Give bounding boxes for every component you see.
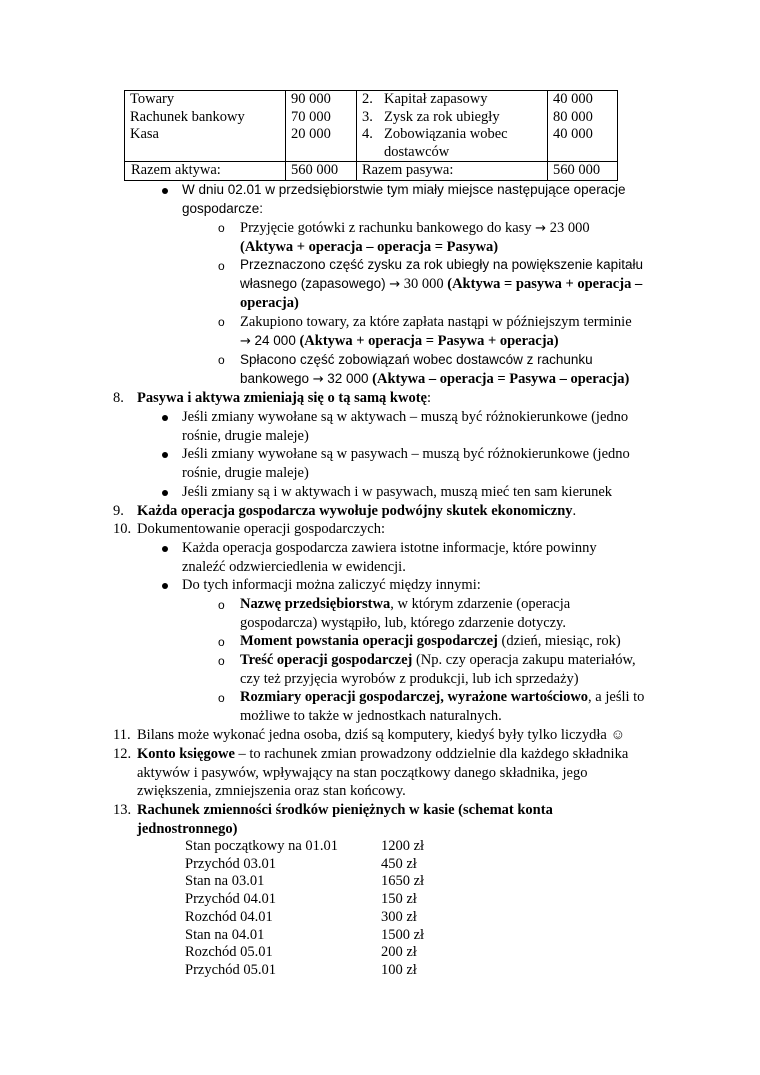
smiley-icon: ☺ <box>610 727 626 743</box>
asset-value: 90 000 <box>291 91 331 107</box>
operation-4: Spłacono część zobowiązań wobec dostawców z rachunku <box>240 352 593 367</box>
ledger-row <box>185 962 424 980</box>
liability-item: 4. Zobowiązania wobec dostawców <box>362 126 508 160</box>
ledger-label: Stan na 04.01 <box>185 926 265 943</box>
circle-bullet-icon: o <box>218 315 225 329</box>
ledger-row <box>185 944 424 962</box>
liability-value: 40 000 <box>553 126 593 142</box>
bullet-icon <box>162 188 168 194</box>
ledger-label: Stan początkowy na 01.01 <box>185 838 339 854</box>
ledger-value: 450 zł <box>381 855 417 872</box>
operation-1: Przyjęcie gotówki z rachunku bankowego do kasy → 23 000 <box>240 220 590 236</box>
info-item-1-cont: gospodarcza) wystąpiło, lub, którego zdarzenie dotyczy. <box>240 615 566 631</box>
section-11: 11. Bilans może wykonać jedna osoba, dziś są komputery, kiedyś były tylko liczydła ☺ <box>113 727 626 743</box>
info-item-3-cont: czy też przyjęcia wyrobów z produkcji, lub ich sprzedaży) <box>240 671 579 687</box>
asset-name: Rachunek bankowy <box>130 108 245 125</box>
liability-item: 3. Zysk za rok ubiegły <box>362 108 500 125</box>
section-13-cont: jednostronnego) <box>137 821 238 837</box>
ledger-row <box>185 891 424 909</box>
table-total-row <box>125 162 618 181</box>
operation-3: Zakupiono towary, za które zapłata nastąpi w późniejszym terminie <box>240 314 632 330</box>
total-liabilities-value: 560 000 <box>548 162 618 181</box>
circle-bullet-icon: o <box>218 598 225 612</box>
bullet-icon <box>162 452 168 458</box>
section-12: 12. Konto księgowe – to rachunek zmian prowadzony oddzielnie dla każdego składnika <box>113 746 629 762</box>
section-8-point-2-cont: rośnie, drugie maleje) <box>182 465 309 481</box>
ledger-value: 1650 zł <box>381 873 425 890</box>
info-item-1: Nazwę przedsiębiorstwa, w którym zdarzenie (operacja <box>240 596 571 612</box>
asset-value: 70 000 <box>291 108 331 125</box>
section-8: 8. Pasywa i aktywa zmieniają się o tą samą kwotę: <box>113 390 432 406</box>
arrow-right-icon: → <box>535 221 547 236</box>
ledger-row <box>185 838 424 856</box>
asset-name: Towary <box>130 91 175 107</box>
circle-bullet-icon: o <box>218 221 225 235</box>
operation-3-line2: → 24 000 (Aktywa + operacja = Pasywa + operacja) <box>240 333 559 349</box>
operations-intro: W dniu 02.01 w przedsiębiorstwie tym miały miejsce następujące operacje <box>182 182 626 197</box>
bullet-icon <box>162 546 168 552</box>
info-item-4: Rozmiary operacji gospodarczej, wyrażone wartościowo, a jeśli to <box>240 689 645 705</box>
ledger-label: Przychód 04.01 <box>185 891 277 908</box>
assets-names-cell <box>125 91 286 162</box>
total-assets-value: 560 000 <box>286 162 357 181</box>
asset-name: Kasa <box>130 126 159 142</box>
ledger-label: Rozchód 05.01 <box>185 944 273 961</box>
operation-1-formula: (Aktywa + operacja – operacja = Pasywa) <box>240 239 499 255</box>
bullet-icon <box>162 583 168 589</box>
liabilities-names-cell <box>357 91 548 162</box>
ledger-value: 150 zł <box>381 891 417 908</box>
ledger-value: 200 zł <box>381 944 417 961</box>
ledger-label: Rozchód 04.01 <box>185 908 273 925</box>
ledger-value: 1200 zł <box>381 838 425 854</box>
liabilities-values-cell <box>548 91 618 162</box>
arrow-right-icon: → <box>312 372 324 387</box>
section-9: 9. Każda operacja gospodarcza wywołuje podwójny skutek ekonomiczny. <box>113 503 577 519</box>
section-10-point-2: Do tych informacji można zaliczyć między innymi: <box>182 577 481 593</box>
ledger-row <box>185 873 424 891</box>
circle-bullet-icon: o <box>218 691 225 705</box>
ledger-value: 100 zł <box>381 961 417 978</box>
section-12-cont: aktywów i pasywów, wpływający na stan początkowy danego składnika, jego <box>137 765 588 781</box>
ledger-label: Przychód 05.01 <box>185 961 277 978</box>
circle-bullet-icon: o <box>218 654 225 668</box>
bullet-icon <box>162 490 168 496</box>
liability-value: 40 000 <box>553 91 593 107</box>
liability-value: 80 000 <box>553 108 593 125</box>
arrow-right-icon: → <box>240 334 251 349</box>
ledger-value: 300 zł <box>381 908 417 925</box>
table-row <box>125 91 618 162</box>
total-liabilities-label: Razem pasywa: <box>357 162 548 181</box>
section-10-point-1-cont: znaleźć odzwierciedlenia w ewidencji. <box>182 559 406 575</box>
circle-bullet-icon: o <box>218 353 225 367</box>
section-10-point-1: Każda operacja gospodarcza zawiera istotne informacje, które powinny <box>182 540 597 556</box>
section-10: 10. Dokumentowanie operacji gospodarczych: <box>113 521 386 537</box>
ledger-row <box>185 927 424 945</box>
asset-value: 20 000 <box>291 126 331 142</box>
section-8-point-2: Jeśli zmiany wywołane są w pasywach – muszą być różnokierunkowe (jedno <box>182 446 630 462</box>
info-item-4-cont: możliwe to także w jednostkach naturalnych. <box>240 708 502 724</box>
cash-ledger <box>185 838 424 980</box>
info-item-2: Moment powstania operacji gospodarczej (dzień, miesiąc, rok) <box>240 633 621 649</box>
balance-table <box>124 90 618 181</box>
assets-values-cell <box>286 91 357 162</box>
section-13: 13. Rachunek zmienności środków pieniężnych w kasie (schemat konta <box>113 802 553 818</box>
liability-item: 2. Kapitał zapasowy <box>362 91 488 107</box>
ledger-label: Przychód 03.01 <box>185 855 277 872</box>
operations-intro-cont: gospodarcze: <box>182 201 264 216</box>
section-8-point-3: Jeśli zmiany są i w aktywach i w pasywach, muszą mieć ten sam kierunek <box>182 484 613 500</box>
total-assets-label: Razem aktywa: <box>125 162 286 181</box>
circle-bullet-icon: o <box>218 259 225 273</box>
ledger-row <box>185 909 424 927</box>
ledger-row <box>185 856 424 874</box>
operation-2-line2: własnego (zapasowego) → 30 000 (Aktywa = pasywa + operacja – <box>240 276 643 292</box>
circle-bullet-icon: o <box>218 635 225 649</box>
info-item-3: Treść operacji gospodarczej (Np. czy operacja zakupu materiałów, <box>240 652 636 668</box>
operation-2: Przeznaczono część zysku za rok ubiegły na powiększenie kapitału <box>240 257 643 272</box>
section-8-point-1: Jeśli zmiany wywołane są w aktywach – muszą być różnokierunkowe (jedno <box>182 409 629 425</box>
section-8-point-1-cont: rośnie, drugie maleje) <box>182 428 309 444</box>
section-12-cont: zwiększenia, zmniejszenia oraz stan końcowy. <box>137 783 406 799</box>
operation-4-line2: bankowego → 32 000 (Aktywa – operacja = Pasywa – operacja) <box>240 371 630 387</box>
ledger-value: 1500 zł <box>381 926 425 943</box>
arrow-right-icon: → <box>389 277 401 292</box>
ledger-label: Stan na 03.01 <box>185 873 265 890</box>
bullet-icon <box>162 415 168 421</box>
operation-2-formula-end: operacja) <box>240 295 299 311</box>
